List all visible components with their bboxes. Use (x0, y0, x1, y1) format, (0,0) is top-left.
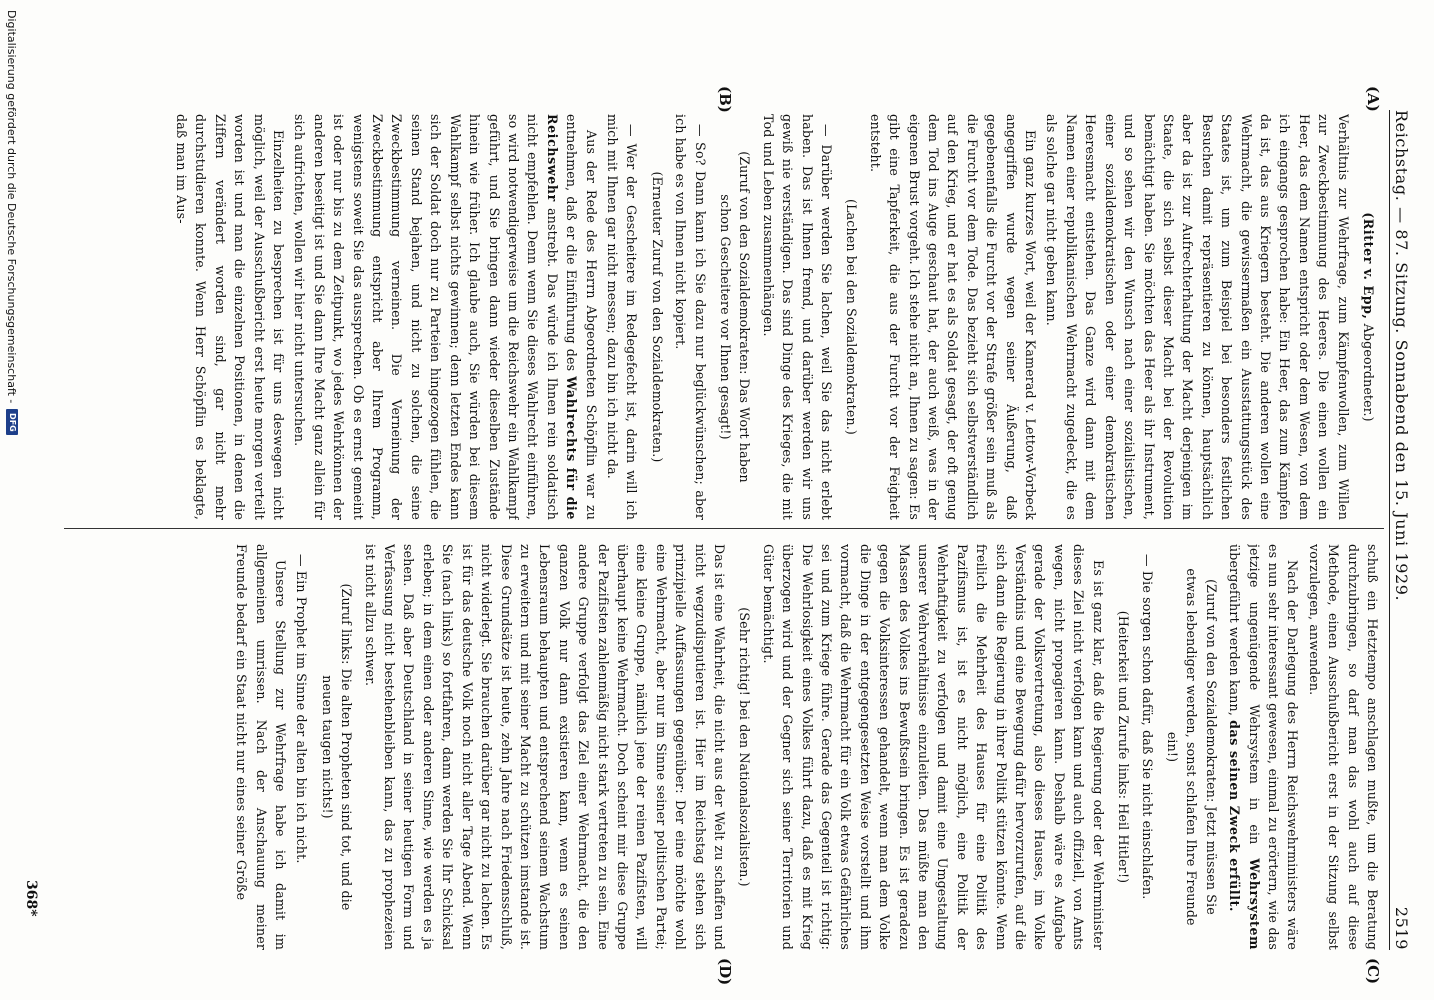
paragraph-wahlrecht (290, 114, 601, 520)
dfg-logo: DFG (6, 409, 18, 435)
header-page-number: 2519 (1392, 906, 1411, 950)
paragraph: Es ist ganz klar, daß die Regierung oder der Wehrminister dieses Ziel nicht verfolgen kann und auch offiziell, von Amts wegen, nicht propagieren kann. Deshalb wäre es Aufgabe gerade der Volksvertretung, also dieses Hauses, im Volke Verständnis und eine Bewegung dafür hervorzurufen, auf die sich dann die Regierung in ihrer Politik stützen könnte. Wenn freilich die Mehrheit des Hauses für eine Politik des Pazifismus ist, ist es nicht möglich, eine Politik der Wehrhaftigkeit zu verfolgen und damit eine Umgestaltung unserer Wehrverhältnisse einzuleiten. Das müßte man den Massen des Volkes ins Bewußtsein bringen. Es ist geradezu gegen die Volksinteressen gehandelt, wenn man dem Volke die Dinge in der entgegengesetzten Weise vorstellt und ihm vormacht, daß die Wehrmacht für ein Volk etwas Gefährliches sei und zum Kriege führe. Gerade das Gegenteil ist richtig: Die Wehrlosigkeit eines Volkes führt dazu, daß es mit Krieg überzogen wird und der Gegner sich seiner Territorien und Güter bemächtigt. (760, 544, 1106, 950)
header-title: Reichstag. — 87. Sitzung. Sonnabend den 15. Juni 1929. (1392, 110, 1411, 602)
text-run: übergeführt werden kann, (1227, 544, 1243, 721)
emphasis: das seinen Zweck erfüllt. (1227, 720, 1243, 912)
paragraph: Einzelheiten zu besprechen ist für uns deswegen nicht möglich, weil der Ausschußbericht erst heute morgen verteilt worden ist und man die einzelnen Positionen, in denen die Ziffern verändert worden sind, gar nicht mehr durchstudieren konnte. Wenn Herr Schöpflin es beklagte, daß man im Aus- (174, 114, 287, 520)
interjection: (Heiterkeit und Zurufe links: Heil Hitler!) (1116, 610, 1132, 884)
right-column (52, 544, 1382, 950)
margin-marker-b: (B) (716, 86, 734, 113)
margin-marker-c: (C) (1364, 958, 1382, 985)
paragraph-wehrsystem (1225, 544, 1303, 950)
paragraph: — Wer der Gescheitere im Redegefecht ist, darin will ich mich mit Ihnen gar nicht messen; dazu bin ich nicht da. (604, 114, 640, 520)
paragraph: Verhältnis zur Wehrfrage, zum Kämpfenwollen, zum Willen zur Zweckbestimmung des Heeres. Die einen wollen ein Heer, das dem Namen entspricht oder dem Wesen, von dem ich eingangs gesprochen habe: Ein Heer, das zum Kämpfen da ist, das aus Kriegern besteht. Die anderen wollen eine Wehrmacht, die gewissermaßen ein Ausstattungsstück des Staates ist, um zum Beispiel bei besonders festlichen Besuchen damit repräsentieren zu können, hauptsächlich aber da ist zur Aufrechterhaltung der Macht derjenigen im Staate, die sich selbst dieser Macht bei der Revolution bemächtigt haben. Sie möchten das Heer als ihr Instrument, und so sehen wir den Wunsch nach einer sozialistischen, einer sozialdemokratischen oder einer demokratischen Heeresmacht entstehen. Das Ganze wird dann mit dem Namen einer republikanischen Wehrmacht zugedeckt, die es als solche gar nicht geben kann. (1044, 114, 1351, 520)
interjection: (Zuruf links: Die alten Propheten sind tot, und die neuen taugen nichts!) (319, 583, 355, 911)
page-header (1392, 110, 1422, 950)
paragraph: Ein ganz kurzes Wort, weil der Kamerad v. Lettow-Vorbeck angegriffen wurde wegen seiner Äußerung, daß gegebenenfalls die Furcht vor der Strafe größer sein muß als die Furcht vor dem Tode. Das bezieht sich selbstverständlich auf den Krieg, und er hat es als Soldat gesagt, der oft genug dem Tod ins Auge geschaut hat, der auch weiß, was in der eigenen Brust vorgeht. Ich stehe nicht an, Ihnen zu sagen: Es gibt eine Tapferkeit, die aus der Furcht vor der Feigheit entsteht. (867, 114, 1039, 520)
sheet-number: 368* (23, 880, 39, 917)
paragraph: — Die sorgen schon dafür, daß Sie nicht einschlafen. (1139, 554, 1155, 900)
column-divider (64, 528, 1384, 529)
footer-text: Digitalisierung gefördert durch die Deutsche Forschungsgemeinschaft - (5, 10, 19, 404)
paragraph: — Ein Prophet im Sinne der alten bin ich nicht. (294, 554, 310, 864)
paragraph: schuß ein Hetztempo anschlagen mußte, um die Beratung durchzubringen, so darf man das wohl auch auf diese Methode, einen Ausschußbericht erst in der Sitzung selbst vorzulegen, anwenden. (1306, 544, 1380, 950)
interjection: (Erneuter Zuruf von den Sozialdemokraten.) (649, 171, 665, 463)
text-run: anstrebt. Das würde ich Ihnen rein soldatisch nicht empfehlen. Denn wenn Sie dieses Wahlrecht einführen, so wird notwendigerweise um die Reichswehr ein Wahlkampf geführt, und Sie bringen dann wieder dieselben Zustände hinein wie früher. Ich glaube auch, Sie würden bei diesem Wahlkampf selbst nichts gewinnen; denn letzten Endes kann sich der Soldat doch nur zu Parteien hingezogen fühlen, die seinen Stand bejahen, und nicht zu solchen, die seine Zweckbestimmung verneinen. Die Verneinung der Zweckbestimmung entspricht aber Ihrem Programm, wenigstens soweit Sie das aussprechen. Ob es ernst gemeint ist oder nur bis zu dem Zeitpunkt, wo jedes Wehrkönnen der anderen beseitigt ist und Sie dann Ihre Macht ganz allein für sich aufrichten, wollen wir hier nicht untersuchen. (292, 114, 560, 520)
left-column (52, 114, 1382, 520)
emphasis: Wahlrechts für die Reichswehr (544, 114, 580, 520)
interjection: (Lachen bei den Sozialdemokraten.) (844, 199, 860, 435)
interjection: (Zuruf von den Sozialdemokraten: Jetzt müssen Sie etwas lebendiger werden, sonst schlafen Ihre Freunde ein!) (1164, 568, 1219, 926)
margin-marker-d: (D) (716, 958, 734, 986)
paragraph: Unsere Stellung zur Wehrfrage habe ich damit im allgemeinen umrissen. Nach der Anschauung meiner Freunde bedarf ein Staat nicht nur eines seiner Größe (234, 544, 289, 950)
speaker-name: (Ritter v. Epp, (1361, 212, 1376, 320)
digitization-footer (2, 0, 22, 1000)
interjection: (Zuruf von den Sozialdemokraten: Das Wort haben schon Gescheitere vor Ihnen gesagt!) (718, 151, 753, 483)
speaker-role: Abgeordneter.) (1361, 319, 1376, 422)
interjection: (Sehr richtig! bei den Nationalsozialisten.) (737, 607, 753, 887)
text-run: Aus der Rede des Herrn Abgeordneten Schöpflin war zu entnehmen, daß er die Einführung des (564, 114, 599, 520)
margin-marker-a: (A) (1364, 86, 1382, 112)
text-run: Nach der Darlegung des Herrn Reichswehrministers wäre es nun sehr interessant gewesen, einmal zu erörtern, wie das jetzige ungenügende Wehrsystem in ein (1246, 544, 1301, 950)
speaker-line (1359, 134, 1378, 500)
emphasis: Wehrsystem (1246, 858, 1262, 950)
header-rule (1389, 110, 1390, 950)
paragraph: Das ist eine Wahrheit, die nicht aus der Welt zu schaffen und nicht wegzudisputieren ist. Hier im Reichstag stehen sich prinzipielle Auffassungen gegenüber: Der eine möchte wohl eine Wehrmacht, aber nur im Sinne seiner politischen Partei; eine kleine Gruppe, nämlich jene der reinen Pazifisten, will überhaupt keine Wehrmacht. Doch scheint mir diese Gruppe der Pazifisten zahlenmäßig nicht stark vertreten zu sein. Eine andere Gruppe verfolgt das Ziel einer Wehrmacht, die den ganzen Volk nur dann existieren kann, wenn es seinen Lebensraum behaupten und entsprechend seinem Wachstum zu erweitern und mit seiner Macht zu schützen imstande ist. Diese Grundsätze ist heute, zehn Jahre nach Friedensschluß, nicht widerlegt. Sie brauchen darüber gar nicht zu lachen. Es ist für das deutsche Volk noch nicht aller Tage Abend. Wenn Sie (nach links) so fortfahren, dann werden Sie Ihr Schicksal erleben; in dem einen oder anderen Sinne, wie werden es ja sehen. Daß aber Deutschland in seiner heutigen Form und Verfassung nicht bestehenbleiben kann, das zu prophezeien ist nicht allzu schwer. (362, 544, 727, 950)
paragraph: — Darüber werden Sie lachen, weil Sie das nicht erlebt haben. Das ist Ihnen fremd, und darüber werden wir uns gewiß nie verständigen. Das sind Dinge des Krieges, die mit Tod und Leben zusammenhängen. (760, 114, 835, 520)
paragraph: — So? Dann kann ich Sie dazu nur beglückwünschen; aber ich habe es von Ihnen nicht kopiert. (673, 114, 708, 520)
